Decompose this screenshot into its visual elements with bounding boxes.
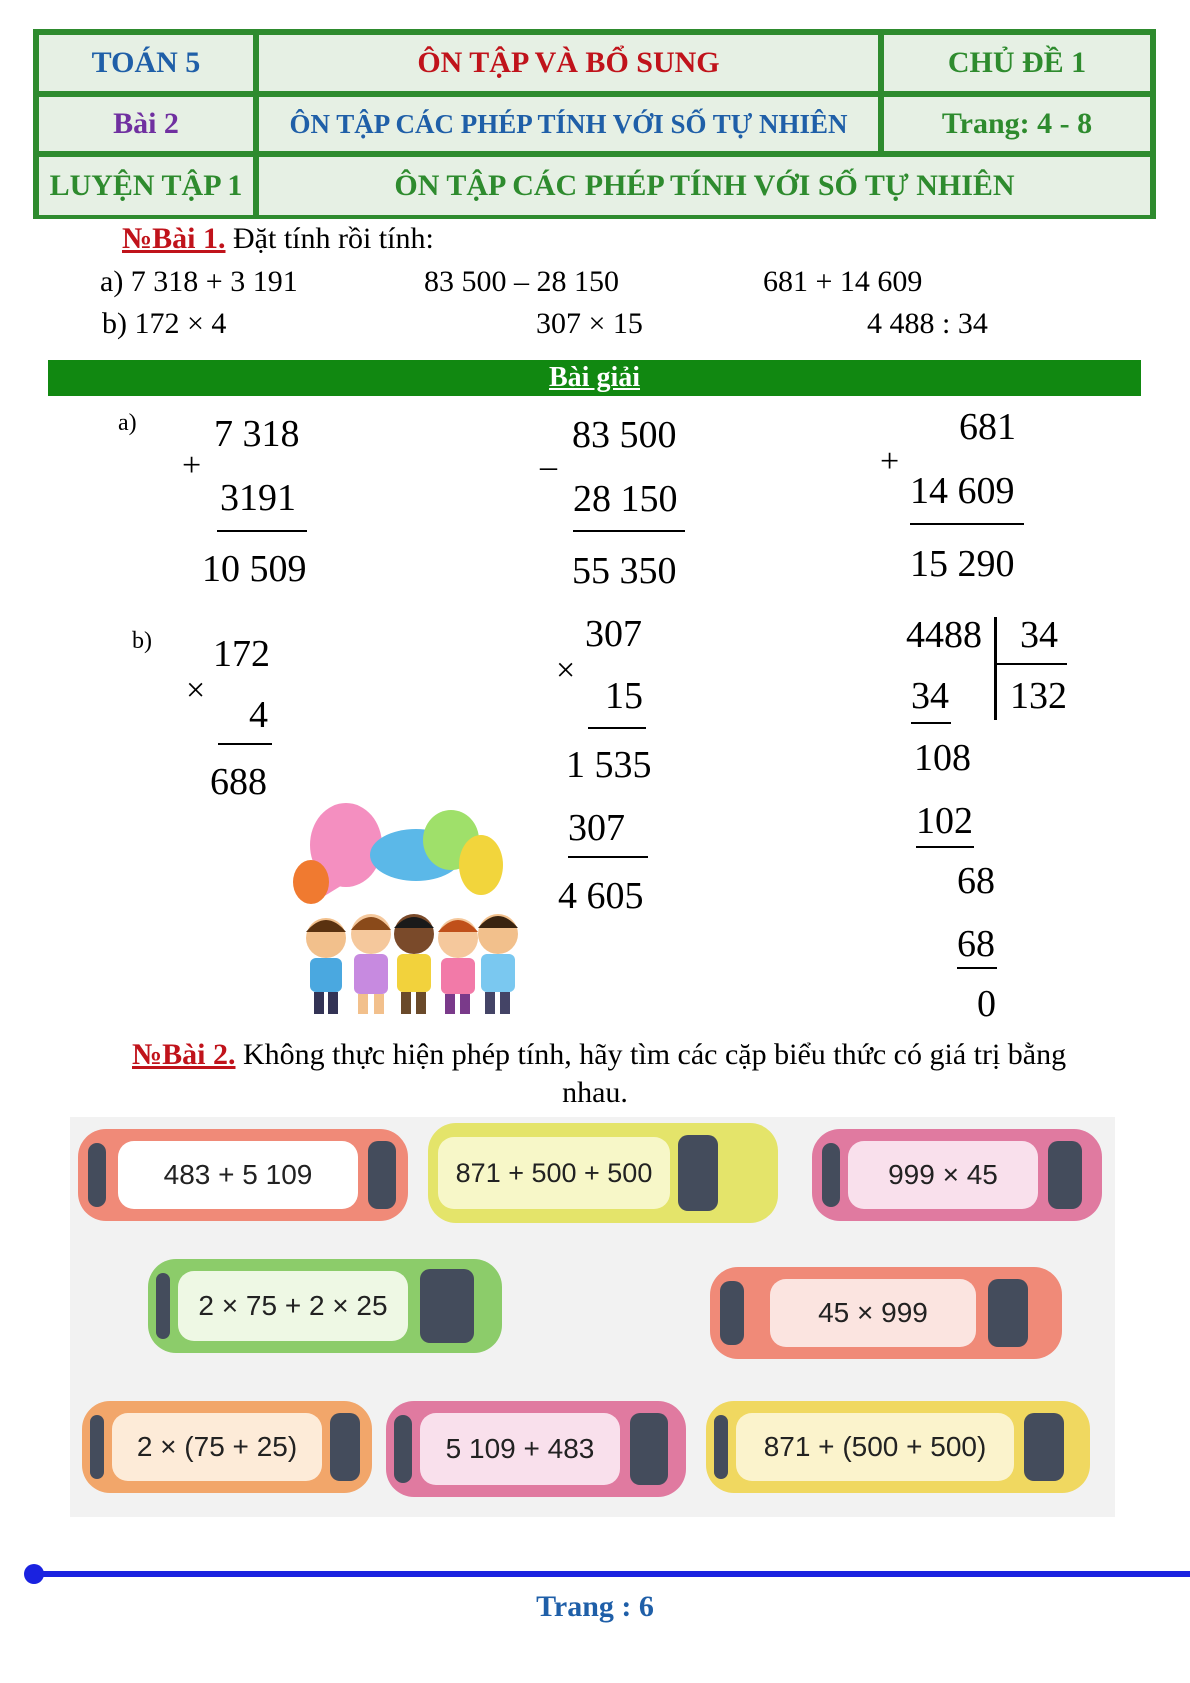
div-divisor-rule	[994, 663, 1067, 665]
car-1[interactable]	[78, 1129, 408, 1221]
car-2-expression: 871 + 500 + 500	[438, 1137, 670, 1209]
mul1-top: 172	[213, 633, 270, 675]
bai1-a2: 83 500 – 28 150	[424, 265, 619, 298]
add2-rule	[910, 523, 1024, 525]
subject-cell: TOÁN 5	[38, 34, 254, 92]
bai2-instruction-line2: nhau.	[562, 1076, 628, 1109]
bai1-label: №Bài 1.	[122, 222, 226, 255]
page-number: Trang : 6	[536, 1590, 654, 1623]
unit-title-cell: ÔN TẬP VÀ BỔ SUNG	[258, 34, 879, 92]
div-dividend: 4488	[906, 614, 982, 656]
add1-rule	[217, 530, 307, 532]
solution-title: Bài giải	[548, 362, 640, 393]
mul1-bottom: 4	[249, 694, 268, 736]
part-a-label: a)	[118, 410, 137, 436]
div-vertical-line	[994, 617, 997, 720]
mul1-rule	[218, 743, 272, 745]
mul1-operator: ×	[186, 672, 206, 709]
car-3[interactable]	[812, 1129, 1102, 1221]
bai1-b3: 4 488 : 34	[867, 307, 988, 340]
mul2-operator: ×	[556, 652, 576, 689]
sub1-result: 55 350	[572, 550, 677, 592]
add2-bottom: 14 609	[910, 470, 1015, 512]
lesson-title-cell: ÔN TẬP CÁC PHÉP TÍNH VỚI SỐ TỰ NHIÊN	[258, 96, 879, 152]
bai1-b2: 307 × 15	[536, 307, 643, 340]
car-3-expression: 999 × 45	[848, 1141, 1038, 1209]
mul2-result: 4 605	[558, 875, 644, 917]
topic-cell: CHỦ ĐỀ 1	[883, 34, 1151, 92]
children-speech-bubbles-illustration	[266, 800, 541, 1022]
div-quotient: 132	[1010, 675, 1067, 717]
sub1-top: 83 500	[572, 414, 677, 456]
car-7[interactable]	[386, 1401, 686, 1497]
footer-rule	[26, 1571, 1190, 1577]
car-5[interactable]	[710, 1267, 1062, 1359]
lesson-cell: Bài 2	[38, 96, 254, 152]
add2-top: 681	[959, 406, 1016, 448]
page-range-cell: Trang: 4 - 8	[883, 96, 1151, 152]
practice-title-cell: ÔN TẬP CÁC PHÉP TÍNH VỚI SỐ TỰ NHIÊN	[258, 156, 1151, 216]
car-7-expression: 5 109 + 483	[420, 1413, 620, 1485]
sub1-bottom: 28 150	[573, 478, 678, 520]
car-1-expression: 483 + 5 109	[118, 1141, 358, 1209]
car-4-expression: 2 × 75 + 2 × 25	[178, 1271, 408, 1341]
car-6[interactable]	[82, 1401, 372, 1493]
car-4[interactable]	[148, 1259, 502, 1353]
car-2[interactable]	[428, 1123, 778, 1223]
header-table	[33, 29, 1156, 219]
add1-top: 7 318	[214, 413, 300, 455]
car-expressions-panel	[70, 1117, 1115, 1517]
mul2-rule2	[568, 856, 648, 858]
bai1-heading	[122, 222, 434, 256]
div-step-5: 68	[957, 923, 995, 965]
mul2-partial2: 307	[568, 807, 625, 849]
add1-bottom: 3191	[220, 477, 296, 519]
sub1-operator: –	[540, 448, 557, 485]
car-6-expression: 2 × (75 + 25)	[112, 1413, 322, 1481]
mul1-result: 688	[210, 761, 267, 803]
mul2-rule1	[588, 727, 646, 729]
bai2-instruction-line1: Không thực hiện phép tính, hãy tìm các cặp biểu thức có giá trị bằng	[235, 1038, 1067, 1071]
add2-result: 15 290	[910, 543, 1015, 585]
solution-title-bar	[48, 360, 1141, 396]
div-step-2: 108	[914, 737, 971, 779]
bai1-b1: b) 172 × 4	[102, 307, 227, 340]
bai1-a3: 681 + 14 609	[763, 265, 923, 298]
mul2-bottom: 15	[605, 675, 643, 717]
car-8-expression: 871 + (500 + 500)	[736, 1413, 1014, 1481]
div-step-6: 0	[977, 983, 996, 1025]
sub1-rule	[573, 530, 685, 532]
mul2-partial1: 1 535	[566, 744, 652, 786]
add1-operator: +	[182, 447, 202, 484]
add2-operator: +	[880, 443, 900, 480]
add1-result: 10 509	[202, 548, 307, 590]
div-step-rule-2	[916, 846, 974, 848]
car-8[interactable]	[706, 1401, 1090, 1493]
div-step-rule-3	[957, 967, 997, 969]
div-step-4: 68	[957, 860, 995, 902]
footer-dot	[24, 1564, 44, 1584]
part-b-label: b)	[132, 628, 152, 654]
bai2-heading	[132, 1038, 1066, 1072]
bai1-a1: a) 7 318 + 3 191	[100, 265, 298, 298]
practice-cell: LUYỆN TẬP 1	[38, 156, 254, 216]
bai2-label: №Bài 2.	[132, 1038, 236, 1071]
bai1-instruction: Đặt tính rồi tính:	[225, 222, 434, 255]
div-step-3: 102	[916, 800, 973, 842]
mul2-top: 307	[585, 613, 642, 655]
car-5-expression: 45 × 999	[770, 1279, 976, 1347]
div-step-1: 34	[911, 675, 949, 717]
div-divisor: 34	[1020, 614, 1058, 656]
div-step-rule-1	[911, 722, 951, 724]
